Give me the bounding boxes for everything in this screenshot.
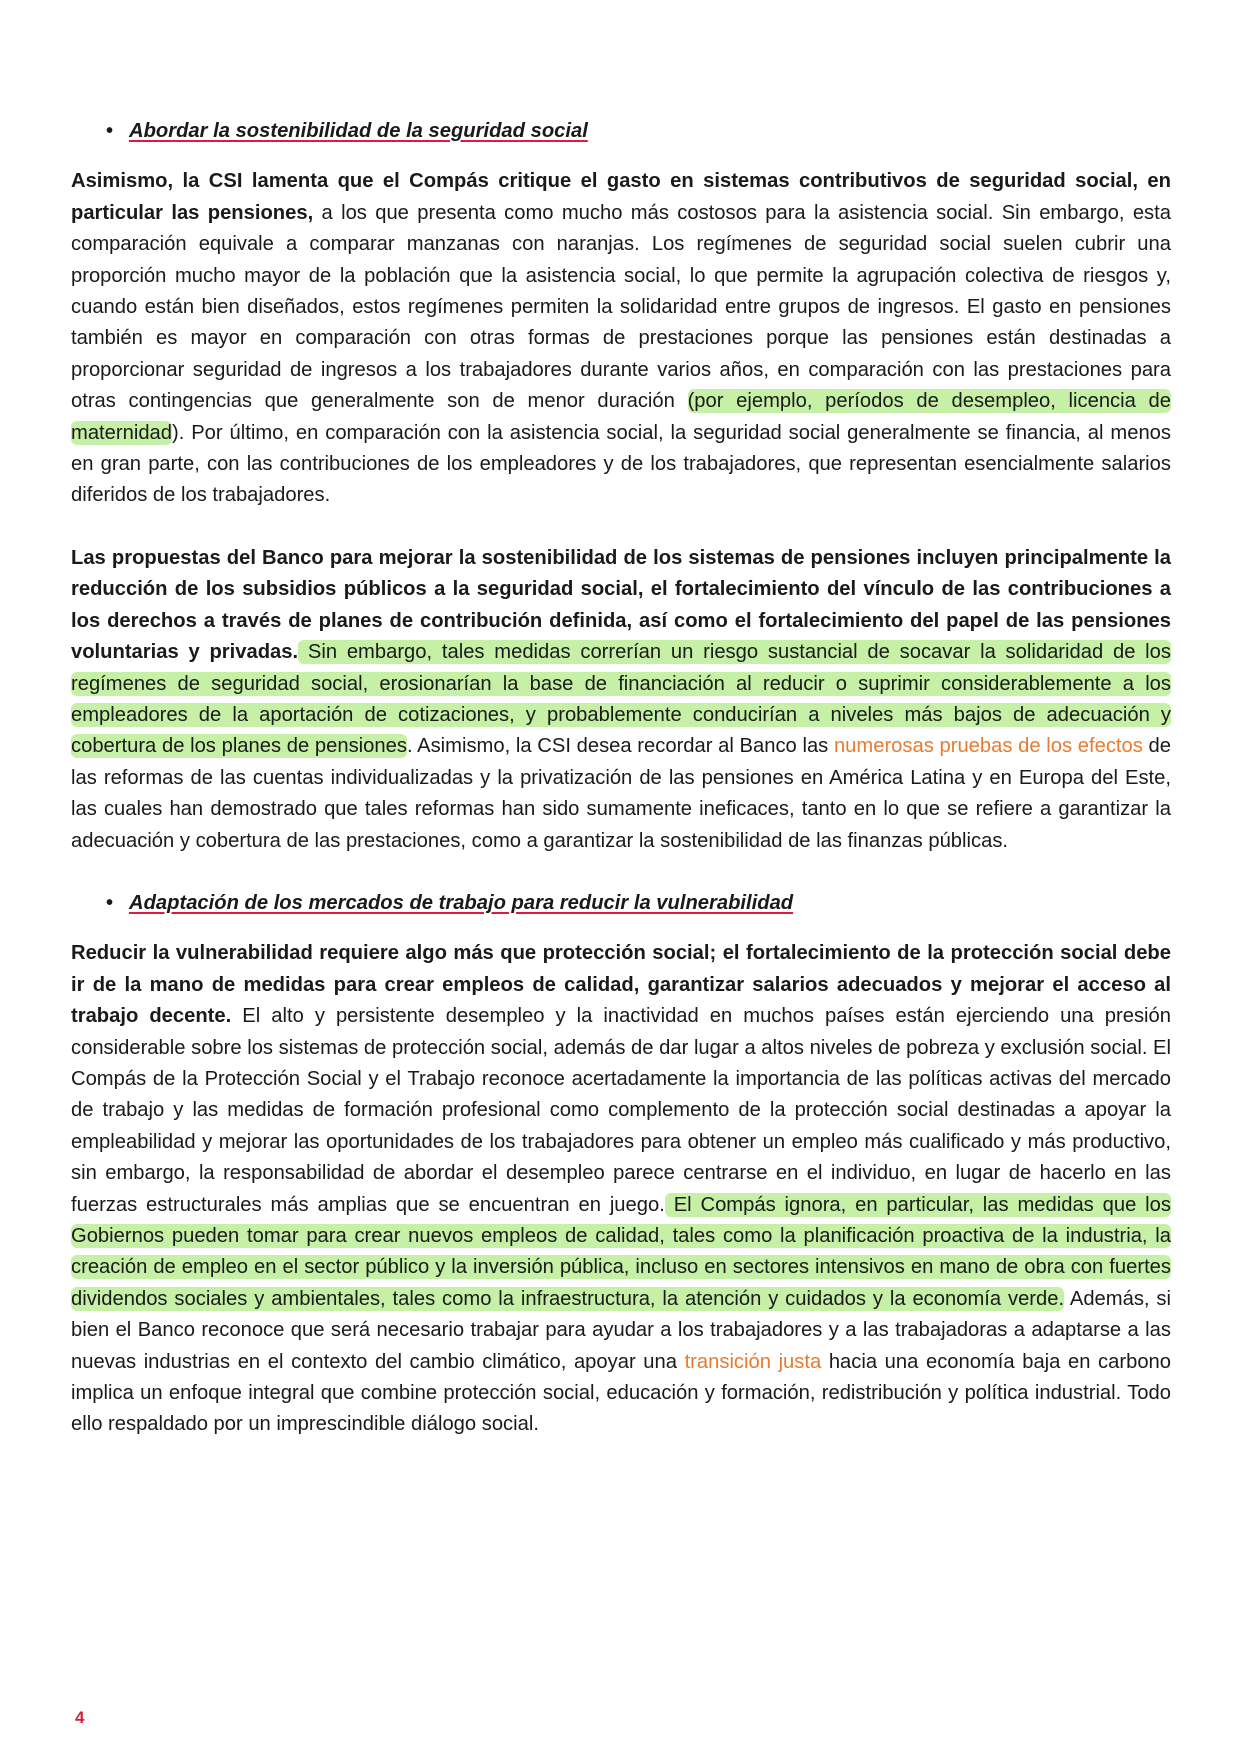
bold-lead: Reducir la vulnerabilidad requiere algo más que protección social; el fortalecimiento de la protección social debe ir de la mano de medidas para crear empleos de calidad, garantizar salarios adecuados y mejorar el acceso al trabajo decente. [71, 942, 1171, 1028]
body-text: de las reformas de las cuentas individualizadas y la privatización de las pensiones en América Latina y en Europa del Este, las cuales han demostrado que tales reformas han sido sumamente ineficaces, tanto en lo que se refiere a garantizar la adecuación y cobertura de las prestaciones, como a garantizar la sostenibilidad de las finanzas públicas. [71, 735, 1171, 852]
paragraph [71, 543, 1171, 857]
bold-lead: Las propuestas del Banco para mejorar la sostenibilidad de los sistemas de pensiones incluyen principalmente la reducción de los subsidios públicos a la seguridad social, el fortalecimiento del vínculo de las contribuciones a los derechos a través de planes de contribución definida, así como el fortalecimiento del papel de las pensiones voluntarias y privadas. [71, 546, 1171, 664]
body-text: . Asimismo, la CSI desea recordar al Banco las [406, 735, 834, 758]
page-content [71, 116, 1171, 1472]
link-just-transition[interactable]: transición justa [684, 1350, 822, 1373]
link-evidence[interactable]: numerosas pruebas de los efectos [833, 735, 1143, 758]
section-title: Abordar la sostenibilidad de la seguridad social [129, 120, 588, 142]
bullet-icon: • [106, 120, 114, 142]
page-number: 4 [75, 1708, 85, 1727]
highlighted-text: (por ejemplo, períodos de desempleo, licencia de maternidad [71, 390, 1171, 444]
section-heading-sustainability [71, 116, 1171, 147]
highlighted-text: Sin embargo, tales medidas correrían un riesgo sustancial de socavar la solidaridad de los regímenes de seguridad social, erosionarían la base de financiación al reducir o suprimir considerablemente a los empleadores de la aportación de cotizaciones, y probablemente conducirían a niveles más bajos de adecuación y cobertura de los planes de pensiones [71, 641, 1171, 758]
bullet-icon: • [106, 891, 114, 914]
body-text: a los que presenta como mucho más costosos para la asistencia social. Sin embargo, esta comparación equivale a comparar manzanas con naranjas. Los regímenes de seguridad social suelen cubrir una proporción mucho mayor de la población que la asistencia social, lo que permite la agrupación colectiva de riesgos y, cuando están bien diseñados, estos regímenes permiten la solidaridad entre grupos de ingresos. El gasto en pensiones también es mayor en comparación con otras formas de prestaciones porque las pensiones están destinadas a proporcionar seguridad de ingresos a los trabajadores durante varios años, en comparación con las prestaciones para otras contingencias que generalmente son de menor duración [71, 201, 1171, 413]
section-heading-labor-markets [71, 888, 1171, 919]
highlighted-text: El Compás ignora, en particular, las medidas que los Gobiernos pueden tomar para crear nuevos empleos de calidad, tales como la planificación proactiva de la industria, la creación de empleo en el sector público y la inversión pública, incluso en sectores intensivos en mano de obra con fuertes dividendos sociales y ambientales, tales como la infraestructura, la atención y cuidados y la economía verde. [71, 1193, 1171, 1310]
body-text: Además, si bien el Banco reconoce que será necesario trabajar para ayudar a los trabajadores y a las trabajadoras a adaptarse a las nuevas industrias en el contexto del cambio climático, apoyar una [71, 1287, 1171, 1373]
body-text: ). Por último, en comparación con la asistencia social, la seguridad social generalmente se financia, al menos en gran parte, con las contribuciones de los empleadores y de los trabajadores, que representan esencialmente salarios diferidos de los trabajadores. [71, 421, 1171, 507]
section-title: Adaptación de los mercados de trabajo para reducir la vulnerabilidad [129, 891, 794, 914]
paragraph [71, 938, 1171, 1441]
body-text: El alto y persistente desempleo y la inactividad en muchos países están ejerciendo una presión considerable sobre los sistemas de protección social, además de dar lugar a altos niveles de pobreza y exclusión social. El Compás de la Protección Social y el Trabajo reconoce acertadamente la importancia de las políticas activas del mercado de trabajo y las medidas de formación profesional como complemento de la protección social destinadas a apoyar la empleabilidad y mejorar las oportunidades de los trabajadores para obtener un empleo más cualificado y más productivo, sin embargo, la responsabilidad de abordar el desempleo parece centrarse en el individuo, en lugar de hacerlo en las fuerzas estructurales más amplias que se encuentran en juego. [71, 1005, 1171, 1216]
bold-lead: Asimismo, la CSI lamenta que el Compás critique el gasto en sistemas contributivos de seguridad social, en particular las pensiones, [71, 170, 1171, 224]
body-text: hacia una economía baja en carbono implica un enfoque integral que combine protección social, educación y formación, redistribución y política industrial. Todo ello respaldado por un imprescindible diálogo social. [71, 1350, 1172, 1436]
paragraph [71, 166, 1171, 511]
